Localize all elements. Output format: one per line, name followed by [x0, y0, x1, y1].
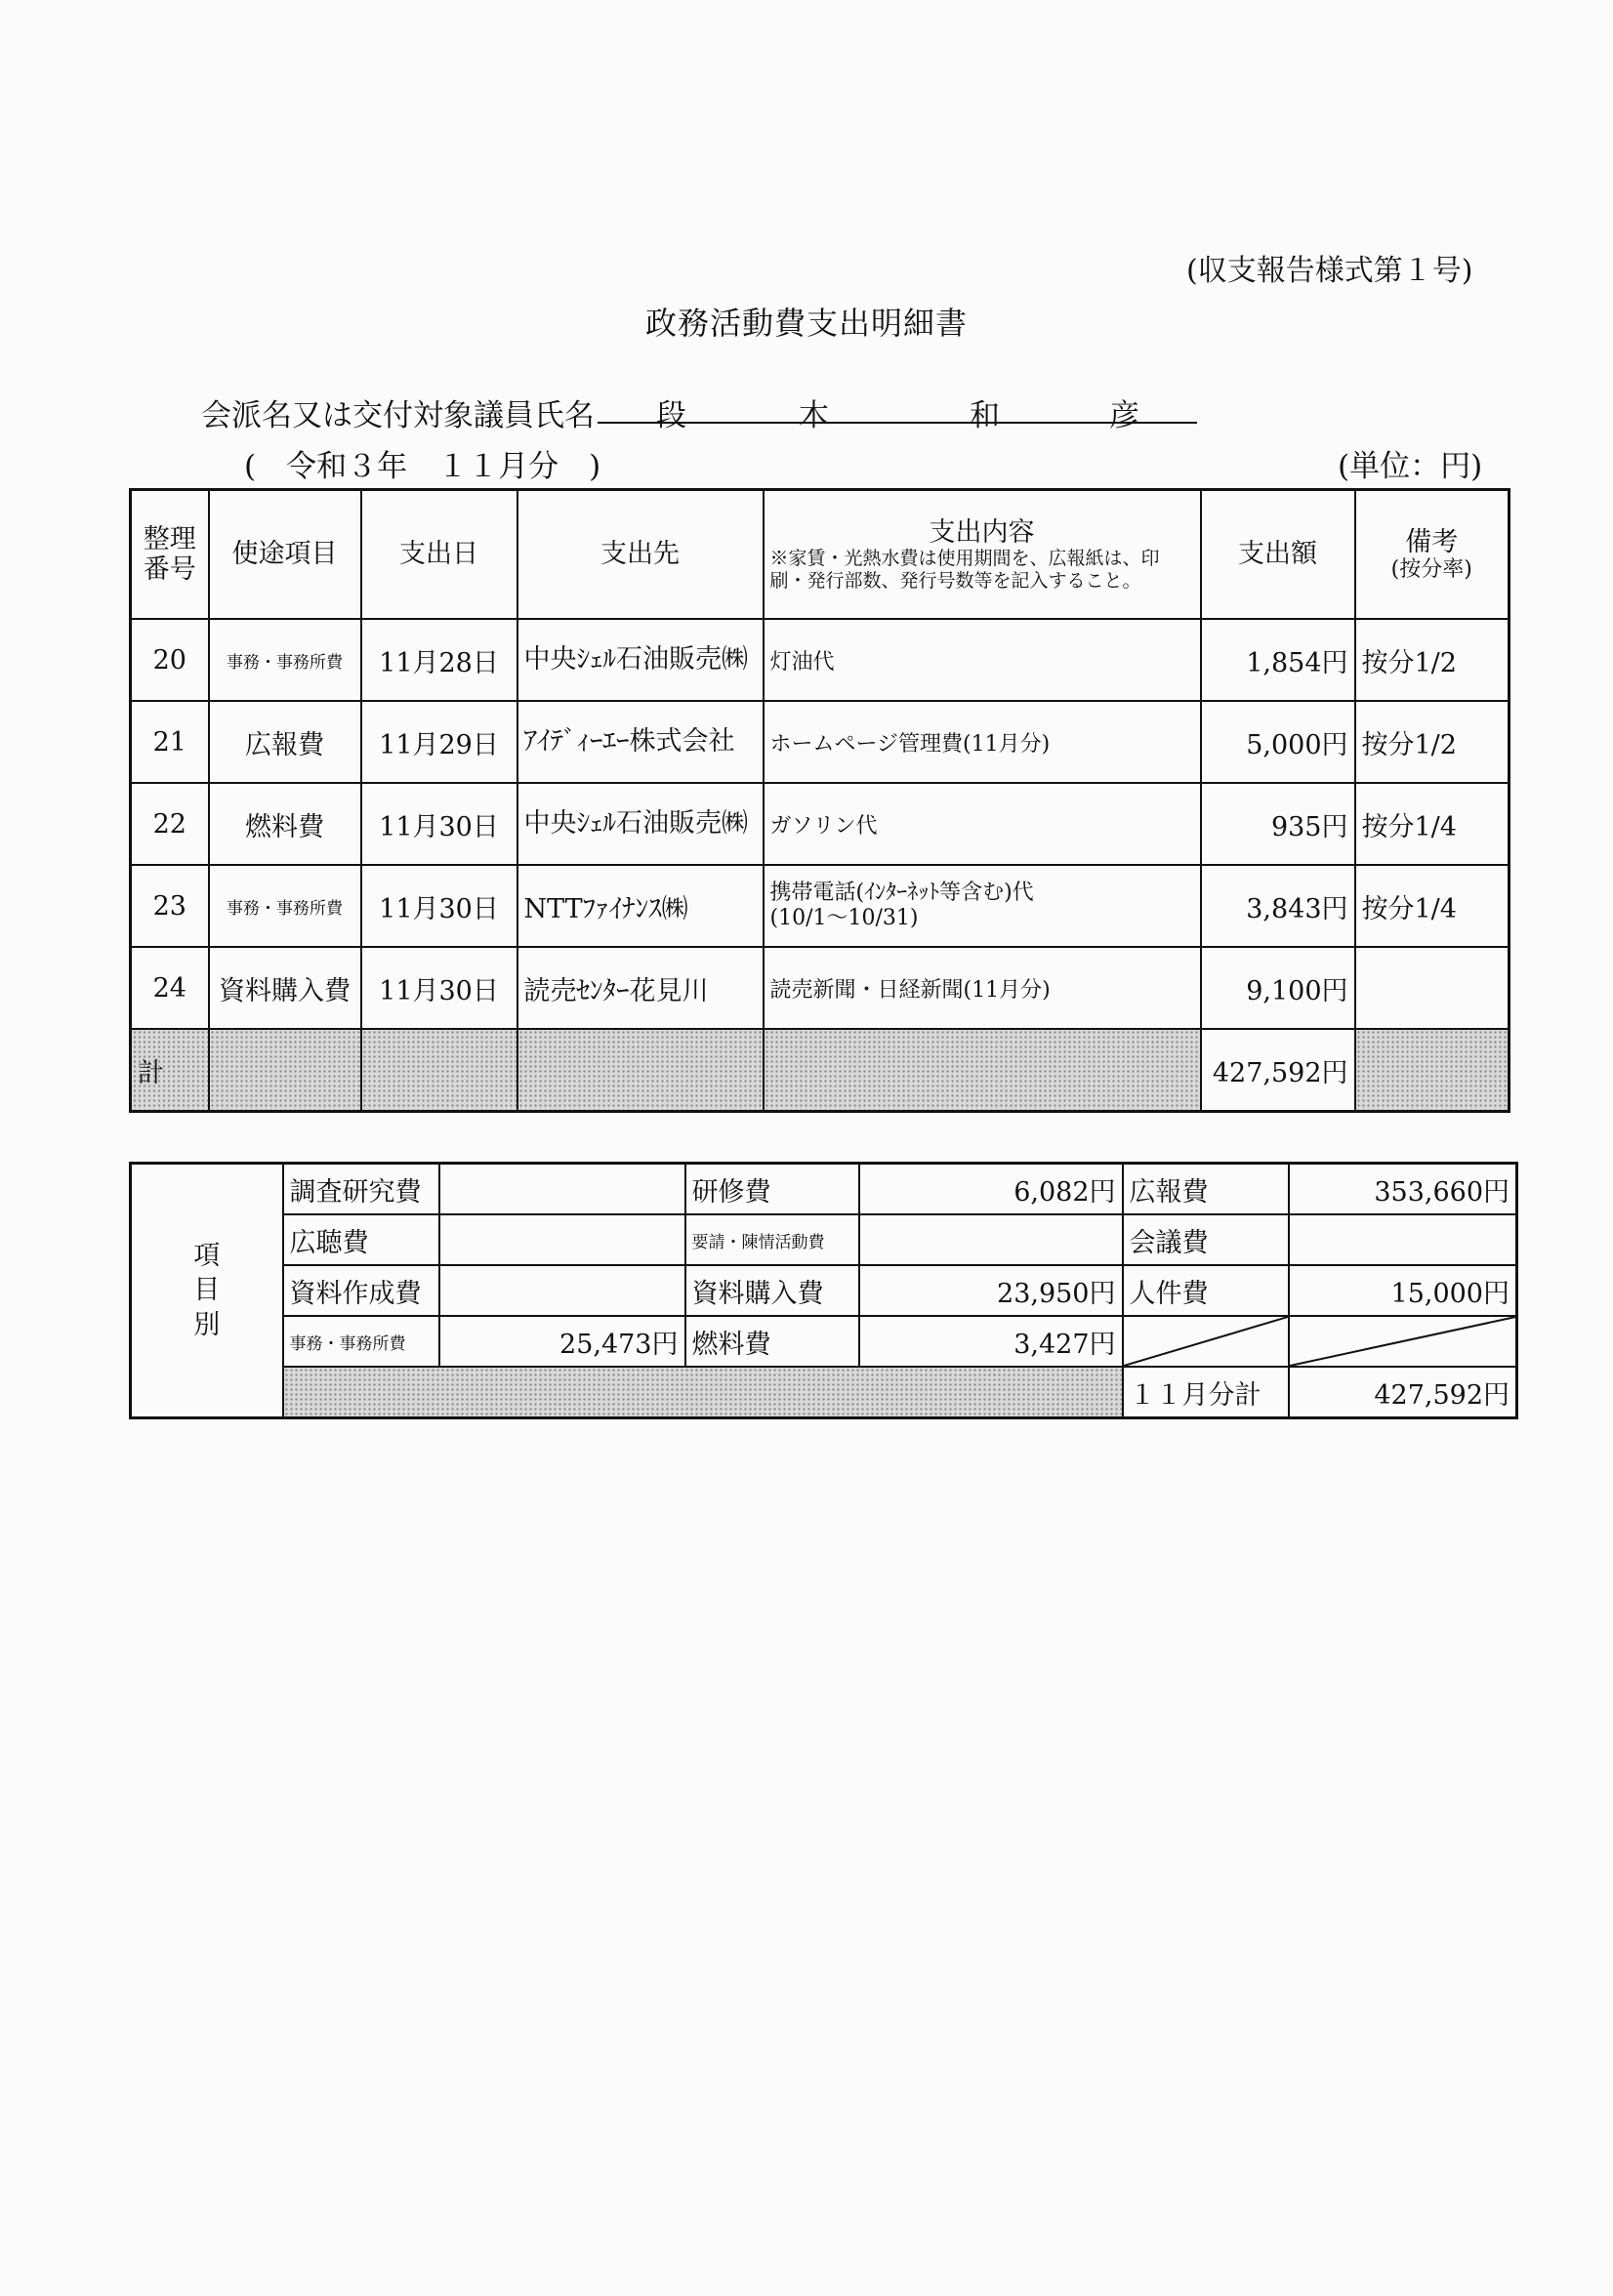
summary-value: 3,427円: [859, 1316, 1123, 1367]
summary-value: [1289, 1214, 1517, 1265]
table-row: [131, 619, 1510, 701]
summary-label: 事務・事務所費: [283, 1316, 439, 1367]
row-category: 資料購入費: [209, 947, 361, 1029]
row-category: 燃料費: [209, 783, 361, 865]
diagonal-line: [1124, 1317, 1288, 1366]
header-content: [764, 490, 1201, 620]
unit-label: (単位：円): [1338, 449, 1483, 484]
row-category: 事務・事務所費: [209, 865, 361, 947]
summary-value: [859, 1214, 1123, 1265]
summary-label: 資料購入費: [685, 1265, 859, 1316]
row-date: 11月29日: [361, 701, 517, 783]
unused-cell-diagonal: [1289, 1316, 1517, 1367]
row-no: 20: [131, 619, 209, 701]
summary-value: 25,473円: [439, 1316, 685, 1367]
row-date: 11月28日: [361, 619, 517, 701]
row-no: 24: [131, 947, 209, 1029]
row-payee: 読売ｾﾝﾀｰ花見川: [517, 947, 764, 1029]
row-amount: 5,000円: [1201, 701, 1355, 783]
member-label: 会派名又は交付対象議員氏名: [201, 398, 595, 433]
row-date: 11月30日: [361, 783, 517, 865]
side-label-char: 項: [193, 1241, 221, 1272]
summary-value: [439, 1214, 685, 1265]
row-content: 読売新聞・日経新聞(11月分): [764, 947, 1201, 1029]
table-row: [131, 783, 1510, 865]
summary-row: [131, 1164, 1517, 1215]
summary-label: 燃料費: [685, 1316, 859, 1367]
report-period: ( 令和３年 １１月分 ): [244, 449, 601, 484]
month-total-label: １１月分計: [1123, 1367, 1289, 1418]
total-amount: 427,592円: [1201, 1029, 1355, 1112]
header-date: 支出日: [361, 490, 517, 620]
summary-label: 研修費: [685, 1164, 859, 1215]
row-amount: 935円: [1201, 783, 1355, 865]
form-number: (収支報告様式第１号): [1186, 254, 1473, 288]
summary-value: 6,082円: [859, 1164, 1123, 1215]
total-empty-cell: [209, 1029, 361, 1112]
row-remarks: 按分1/2: [1355, 619, 1510, 701]
row-remarks: [1355, 947, 1510, 1029]
row-payee: ｱｲﾃﾞｨｰｴｰ株式会社: [517, 701, 764, 783]
summary-label: 要請・陳情活動費: [685, 1214, 859, 1265]
row-amount: 3,843円: [1201, 865, 1355, 947]
total-empty-cell: [1355, 1029, 1510, 1112]
member-name-char: 彦: [1109, 398, 1139, 433]
summary-row: [131, 1316, 1517, 1367]
row-remarks: 按分1/4: [1355, 783, 1510, 865]
row-content: 携帯電話(ｲﾝﾀｰﾈｯﾄ等含む)代 (10/1～10/31): [764, 865, 1201, 947]
header-amount: 支出額: [1201, 490, 1355, 620]
member-name-underline: [598, 422, 1197, 424]
category-summary-table: [129, 1162, 1518, 1419]
summary-label: 会議費: [1123, 1214, 1289, 1265]
summary-label: 資料作成費: [283, 1265, 439, 1316]
summary-row: [131, 1214, 1517, 1265]
unused-cell-diagonal: [1123, 1316, 1289, 1367]
month-total-value: 427,592円: [1289, 1367, 1517, 1418]
row-no: 23: [131, 865, 209, 947]
row-content: 灯油代: [764, 619, 1201, 701]
row-category: 広報費: [209, 701, 361, 783]
header-remarks: [1355, 490, 1510, 620]
row-payee: NTTﾌｧｲﾅﾝｽ㈱: [517, 865, 764, 947]
total-row: [131, 1029, 1510, 1112]
side-label-char: 目: [193, 1275, 221, 1306]
row-remarks: 按分1/4: [1355, 865, 1510, 947]
total-empty-cell: [361, 1029, 517, 1112]
summary-label: 広報費: [1123, 1164, 1289, 1215]
summary-side-label: [131, 1164, 283, 1418]
row-no: 22: [131, 783, 209, 865]
total-label: 計: [131, 1029, 209, 1112]
header-no: 整理番号: [131, 490, 209, 620]
row-payee: 中央ｼｪﾙ石油販売㈱: [517, 783, 764, 865]
row-amount: 1,854円: [1201, 619, 1355, 701]
summary-label: 人件費: [1123, 1265, 1289, 1316]
total-empty-cell: [764, 1029, 1201, 1112]
summary-value: [439, 1164, 685, 1215]
row-date: 11月30日: [361, 865, 517, 947]
member-name-char: 和: [970, 398, 1000, 433]
summary-label: 広聴費: [283, 1214, 439, 1265]
table-row: [131, 701, 1510, 783]
row-content: ガソリン代: [764, 783, 1201, 865]
summary-label: 調査研究費: [283, 1164, 439, 1215]
header-content-note: ※家賃・光熱水費は使用期間を、広報紙は、印刷・発行部数、発行号数等を記入すること。: [769, 547, 1160, 592]
row-payee: 中央ｼｪﾙ石油販売㈱: [517, 619, 764, 701]
summary-value: [439, 1265, 685, 1316]
header-content-label: 支出内容: [929, 516, 1035, 548]
side-label-char: 別: [193, 1309, 221, 1340]
expense-detail-table: [129, 488, 1510, 1113]
diagonal-line: [1290, 1317, 1516, 1366]
row-category: 事務・事務所費: [209, 619, 361, 701]
table-header-row: [131, 490, 1510, 620]
table-row: [131, 865, 1510, 947]
row-remarks: 按分1/2: [1355, 701, 1510, 783]
summary-value: 353,660円: [1289, 1164, 1517, 1215]
summary-value: 23,950円: [859, 1265, 1123, 1316]
summary-shaded-cell: [283, 1367, 1123, 1418]
summary-total-row: [131, 1367, 1517, 1418]
member-name-char: 木: [799, 398, 829, 433]
row-date: 11月30日: [361, 947, 517, 1029]
row-content: ホームページ管理費(11月分): [764, 701, 1201, 783]
header-category: 使途項目: [209, 490, 361, 620]
page-title: 政務活動費支出明細書: [644, 305, 968, 342]
header-payee: 支出先: [517, 490, 764, 620]
summary-value: 15,000円: [1289, 1265, 1517, 1316]
row-no: 21: [131, 701, 209, 783]
member-name-char: 段: [656, 398, 686, 433]
total-empty-cell: [517, 1029, 764, 1112]
summary-row: [131, 1265, 1517, 1316]
table-row: [131, 947, 1510, 1029]
header-remarks-sub: (按分率): [1390, 556, 1472, 582]
row-amount: 9,100円: [1201, 947, 1355, 1029]
header-remarks-label: 備考: [1405, 526, 1459, 557]
